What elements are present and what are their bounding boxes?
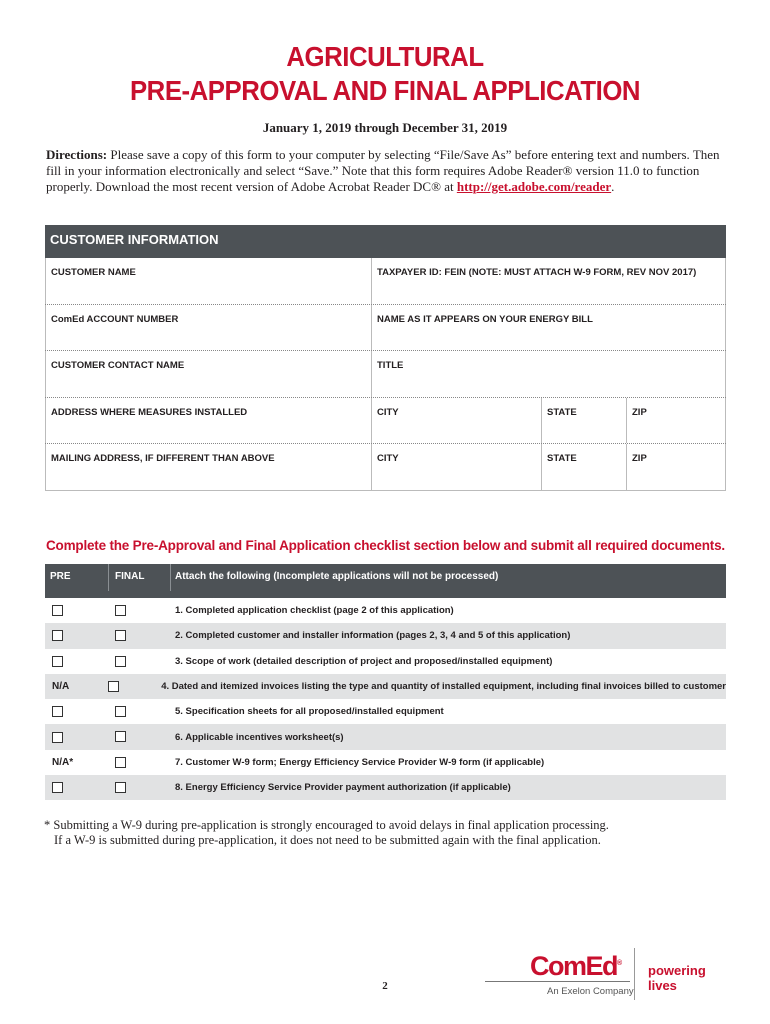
pre-checkbox[interactable]	[52, 782, 63, 793]
pre-checkbox[interactable]	[52, 732, 63, 743]
comed-logo	[485, 948, 735, 1004]
final-checkbox[interactable]	[115, 656, 126, 667]
directions-label: Directions:	[46, 147, 108, 162]
final-cell	[109, 627, 171, 645]
date-range: January 1, 2019 through December 31, 2019	[262, 120, 508, 135]
checklist-row	[45, 674, 726, 699]
checklist-row	[45, 623, 726, 648]
customer-row-4	[45, 398, 726, 445]
taxpayer-id-field[interactable]	[371, 258, 726, 304]
pre-cell	[45, 782, 109, 793]
checklist-item-label: 1. Completed application checklist (page 2 of this application)	[175, 605, 454, 617]
footnote-line-1: * Submitting a W-9 during pre-application is strongly encouraged to avoid delays in final application processing.	[44, 818, 609, 832]
checklist-item-label: 4. Dated and itemized invoices listing the type and quantity of installed equipment, including final invoices billed to customer	[161, 681, 726, 693]
pre-cell	[45, 630, 109, 641]
col-header-pre: PRE	[45, 564, 109, 591]
title-label: TITLE	[377, 360, 404, 371]
footnote-line-2: If a W-9 is submitted during pre-application, it does not need to be submitted again with the final application.	[54, 833, 601, 847]
checklist-row	[45, 750, 726, 775]
pre-cell	[45, 757, 109, 768]
col-header-final: FINAL	[109, 564, 171, 591]
exelon-subtitle: An Exelon Company	[547, 986, 634, 997]
pre-checkbox[interactable]	[52, 656, 63, 667]
mailing-state-field[interactable]	[541, 444, 626, 490]
title-field[interactable]	[371, 351, 726, 397]
install-state-field[interactable]	[541, 398, 626, 444]
customer-information-section	[45, 225, 726, 491]
page-title	[31, 40, 739, 108]
final-cell	[109, 779, 171, 797]
mailing-city-field[interactable]	[371, 444, 541, 490]
pre-na-label: N/A	[52, 681, 70, 693]
final-checkbox[interactable]	[115, 757, 126, 768]
final-checkbox[interactable]	[115, 605, 126, 616]
mailing-city-label: CITY	[377, 453, 399, 464]
pre-cell	[45, 656, 109, 667]
adobe-reader-link[interactable]: http://get.adobe.com/reader	[456, 179, 612, 194]
final-cell	[109, 602, 171, 620]
pre-checkbox[interactable]	[52, 706, 63, 717]
final-checkbox[interactable]	[115, 630, 126, 641]
customer-name-label: CUSTOMER NAME	[51, 267, 136, 278]
directions-trailing: .	[611, 179, 615, 194]
pre-na-label: N/A*	[52, 756, 74, 768]
final-checkbox[interactable]	[115, 782, 126, 793]
customer-row-3	[45, 351, 726, 398]
footnote	[44, 818, 744, 848]
final-checkbox[interactable]	[115, 731, 126, 742]
checklist-item-label: 8. Energy Efficiency Service Provider payment authorization (if applicable)	[175, 782, 511, 794]
checklist-item-label: 6. Applicable incentives worksheet(s)	[175, 731, 344, 743]
install-address-field[interactable]	[45, 398, 371, 444]
checklist-item-label: 7. Customer W-9 form; Energy Efficiency Service Provider W-9 form (if applicable)	[175, 756, 545, 768]
checklist-row	[45, 775, 726, 800]
customer-row-2	[45, 305, 726, 352]
final-checkbox[interactable]	[115, 706, 126, 717]
checklist-row	[45, 699, 726, 724]
final-cell	[109, 652, 171, 670]
customer-name-field[interactable]	[45, 258, 371, 304]
install-zip-field[interactable]	[626, 398, 726, 444]
install-address-label: ADDRESS WHERE MEASURES INSTALLED	[51, 406, 248, 418]
contact-name-field[interactable]	[45, 351, 371, 397]
contact-name-label: CUSTOMER CONTACT NAME	[51, 360, 185, 371]
title-line-1: AGRICULTURAL	[286, 41, 484, 72]
final-cell	[109, 703, 171, 721]
checklist-item-label: 3. Scope of work (detailed description of project and proposed/installed equipment)	[175, 655, 553, 667]
account-number-label: ComEd ACCOUNT NUMBER	[51, 313, 179, 325]
checklist-heading: Complete the Pre-Approval and Final Application checklist section below and submit all required documents.	[46, 538, 725, 553]
mailing-zip-field[interactable]	[626, 444, 726, 490]
pre-cell	[45, 681, 102, 692]
install-city-label: CITY	[377, 406, 399, 418]
final-cell	[102, 678, 157, 696]
title-line-2: PRE-APPROVAL AND FINAL APPLICATION	[129, 75, 641, 106]
mailing-address-label: MAILING ADDRESS, IF DIFFERENT THAN ABOVE	[51, 453, 275, 464]
customer-row-1	[45, 258, 726, 305]
customer-information-heading: CUSTOMER INFORMATION	[45, 225, 726, 258]
name-on-bill-label: NAME AS IT APPEARS ON YOUR ENERGY BILL	[377, 313, 593, 325]
customer-row-5	[45, 444, 726, 491]
pre-checkbox[interactable]	[52, 630, 63, 641]
logo-divider	[634, 948, 635, 1000]
final-checkbox[interactable]	[108, 681, 119, 692]
final-cell	[109, 728, 171, 746]
checklist-header-row	[45, 564, 726, 598]
comed-wordmark	[530, 951, 622, 982]
registered-mark: ®	[617, 960, 623, 967]
account-number-field[interactable]	[45, 305, 371, 351]
comed-brand: ComEd	[530, 951, 617, 981]
pre-cell	[45, 605, 109, 616]
checklist-row	[45, 598, 726, 623]
checklist-row	[45, 649, 726, 674]
install-zip-label: ZIP	[632, 406, 647, 418]
col-header-attach: Attach the following (Incomplete applications will not be processed)	[175, 571, 499, 582]
mailing-zip-label: ZIP	[632, 453, 647, 464]
install-city-field[interactable]	[371, 398, 541, 444]
pre-checkbox[interactable]	[52, 605, 63, 616]
install-state-label: STATE	[547, 406, 577, 418]
checklist-item-label: 2. Completed customer and installer information (pages 2, 3, 4 and 5 of this application)	[175, 630, 571, 642]
directions-paragraph	[46, 147, 736, 195]
logo-tagline: powering lives	[648, 963, 706, 993]
final-cell	[109, 753, 171, 771]
page-number: 2	[382, 980, 388, 992]
pre-cell	[45, 706, 109, 717]
taxpayer-id-label: TAXPAYER ID: FEIN (NOTE: MUST ATTACH W-9 FORM, REV NOV 2017)	[377, 267, 697, 278]
checklist-table	[45, 564, 726, 800]
checklist-row	[45, 724, 726, 749]
directions-text: Please save a copy of this form to your computer by selecting “File/Save As” before entering text and numbers. Then fill in your information electronically and select “Save.” Note that this form requires Adobe Reader® version 11.0 to function properly. Download the most recent version of Adobe Acrobat Reader DC® at	[46, 147, 720, 194]
mailing-state-label: STATE	[547, 453, 577, 464]
name-on-bill-field[interactable]	[371, 305, 726, 351]
checklist-item-label: 5. Specification sheets for all proposed/installed equipment	[175, 706, 444, 718]
mailing-address-field[interactable]	[45, 444, 371, 490]
pre-cell	[45, 732, 109, 743]
